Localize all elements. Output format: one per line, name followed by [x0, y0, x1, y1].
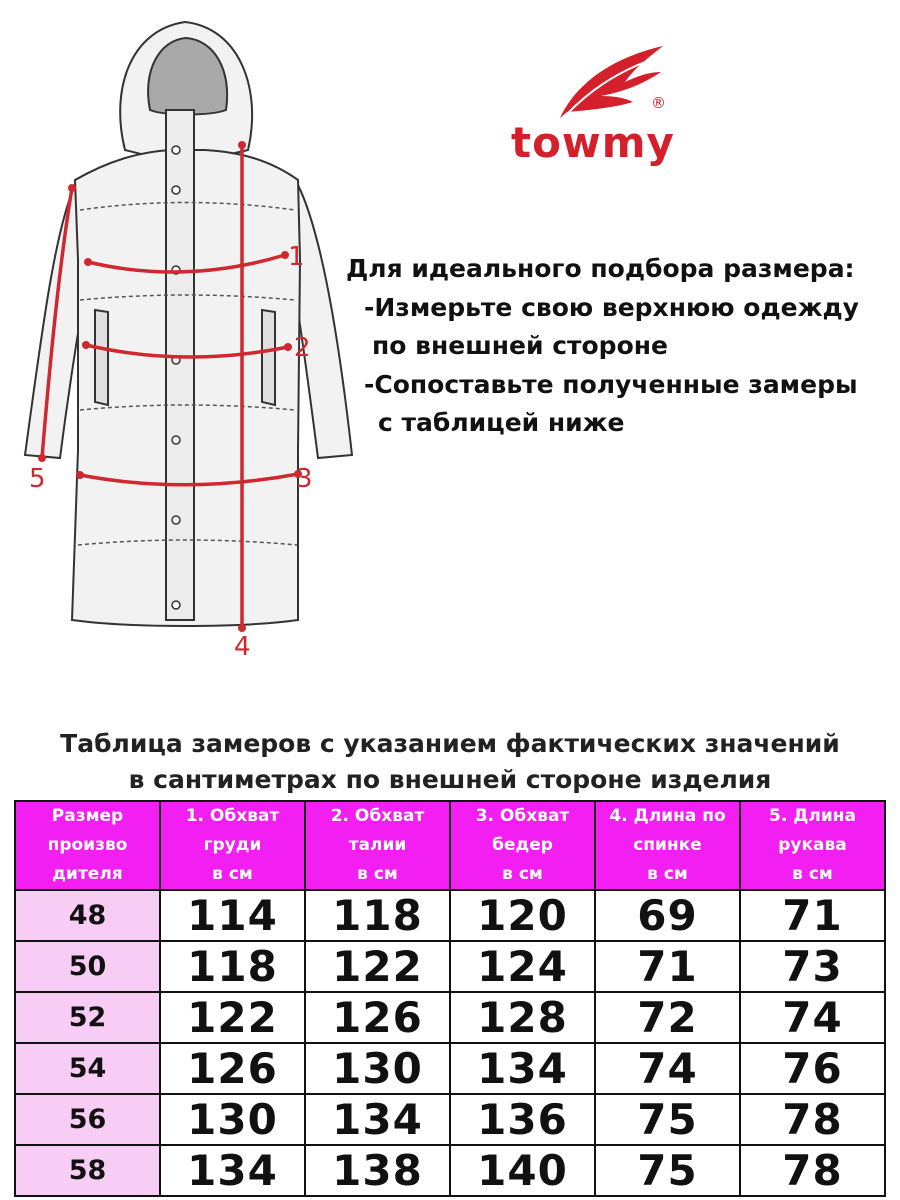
table-title-line-1: Таблица замеров с указанием фактических значений: [60, 729, 840, 758]
table-header-row: [15, 801, 885, 890]
table-row: [15, 890, 885, 941]
table-title-line-2: в сантиметрах по внешней стороне изделия: [128, 765, 772, 794]
measurement-cell: 130: [305, 1043, 450, 1094]
measurement-cell: 126: [160, 1043, 305, 1094]
table-title: [0, 726, 900, 798]
instruction-step-2: -Сопоставьте полученные замеры: [364, 369, 858, 399]
marker-3: 3: [296, 464, 313, 494]
column-header-line: в см: [792, 864, 833, 884]
size-table: [14, 800, 886, 1197]
size-cell: 50: [15, 941, 160, 992]
table-row: [15, 1043, 885, 1094]
measurement-cell: 134: [160, 1145, 305, 1196]
column-header-line: дителя: [52, 864, 123, 884]
column-header-line: спинке: [633, 835, 702, 855]
column-header-line: Размер: [51, 806, 124, 826]
table-row: [15, 1145, 885, 1196]
measurement-cell: 75: [595, 1094, 740, 1145]
measurement-instructions: [346, 250, 886, 443]
coat-placket: [166, 110, 194, 620]
column-header-line: в см: [357, 864, 398, 884]
column-header-line: 3. Обхват: [475, 806, 570, 826]
measurement-cell: 78: [740, 1145, 885, 1196]
measurement-cell: 74: [595, 1043, 740, 1094]
column-header-4: [450, 801, 595, 890]
coat-drawing: [25, 22, 352, 626]
measurement-cell: 140: [450, 1145, 595, 1196]
column-header-line: 2. Обхват: [330, 806, 425, 826]
table-row: [15, 1094, 885, 1145]
measurement-cell: 118: [160, 941, 305, 992]
column-header-6: [740, 801, 885, 890]
column-header-line: произво: [47, 835, 128, 855]
measurement-cell: 122: [305, 941, 450, 992]
measurement-cell: 134: [450, 1043, 595, 1094]
measurement-cell: 72: [595, 992, 740, 1043]
measurement-cell: 78: [740, 1094, 885, 1145]
measurement-cell: 122: [160, 992, 305, 1043]
size-cell: 54: [15, 1043, 160, 1094]
column-header-line: 1. Обхват: [185, 806, 280, 826]
measurement-cell: 134: [305, 1094, 450, 1145]
column-header-line: в см: [502, 864, 543, 884]
instruction-step-1: -Измерьте свою верхнюю одежду: [364, 292, 859, 322]
column-header-line: бедер: [492, 835, 553, 855]
measurement-cell: 124: [450, 941, 595, 992]
measurement-cell: 130: [160, 1094, 305, 1145]
column-header-line: 4. Длина по: [609, 806, 726, 826]
coat-measurement-diagram: [0, 0, 380, 670]
size-cell: 52: [15, 992, 160, 1043]
marker-5: 5: [29, 464, 46, 494]
brand-name: towmy: [511, 118, 675, 167]
size-cell: 48: [15, 890, 160, 941]
registered-mark: ®: [651, 94, 666, 112]
measurement-cell: 120: [450, 890, 595, 941]
measurement-cell: 126: [305, 992, 450, 1043]
instruction-step-2-cont: с таблицей ниже: [378, 408, 625, 437]
instruction-step-1-cont: по внешней стороне: [372, 331, 668, 360]
instruction-heading: Для идеального подбора размера:: [346, 254, 855, 283]
measurement-cell: 138: [305, 1145, 450, 1196]
measurement-cell: 74: [740, 992, 885, 1043]
measurement-cell: 69: [595, 890, 740, 941]
measurement-cell: 118: [305, 890, 450, 941]
measurement-cell: 136: [450, 1094, 595, 1145]
column-header-line: в см: [212, 864, 253, 884]
measurement-cell: 75: [595, 1145, 740, 1196]
column-header-1: [15, 801, 160, 890]
measurement-cell: 128: [450, 992, 595, 1043]
measurement-cell: 73: [740, 941, 885, 992]
table-row: [15, 992, 885, 1043]
marker-2: 2: [294, 333, 311, 363]
measurement-cell: 71: [740, 890, 885, 941]
table-row: [15, 941, 885, 992]
column-header-3: [305, 801, 450, 890]
column-header-line: груди: [203, 835, 262, 855]
column-header-line: в см: [647, 864, 688, 884]
column-header-line: рукава: [778, 835, 847, 855]
marker-1: 1: [288, 242, 305, 272]
measurement-cell: 71: [595, 941, 740, 992]
marker-4: 4: [234, 632, 251, 662]
feather-icon: [505, 40, 705, 120]
column-header-5: [595, 801, 740, 890]
measurement-cell: 114: [160, 890, 305, 941]
column-header-line: талии: [348, 835, 407, 855]
measurement-cell: 76: [740, 1043, 885, 1094]
size-cell: 56: [15, 1094, 160, 1145]
brand-logo: [505, 40, 705, 170]
column-header-line: 5. Длина: [769, 806, 856, 826]
size-cell: 58: [15, 1145, 160, 1196]
column-header-2: [160, 801, 305, 890]
